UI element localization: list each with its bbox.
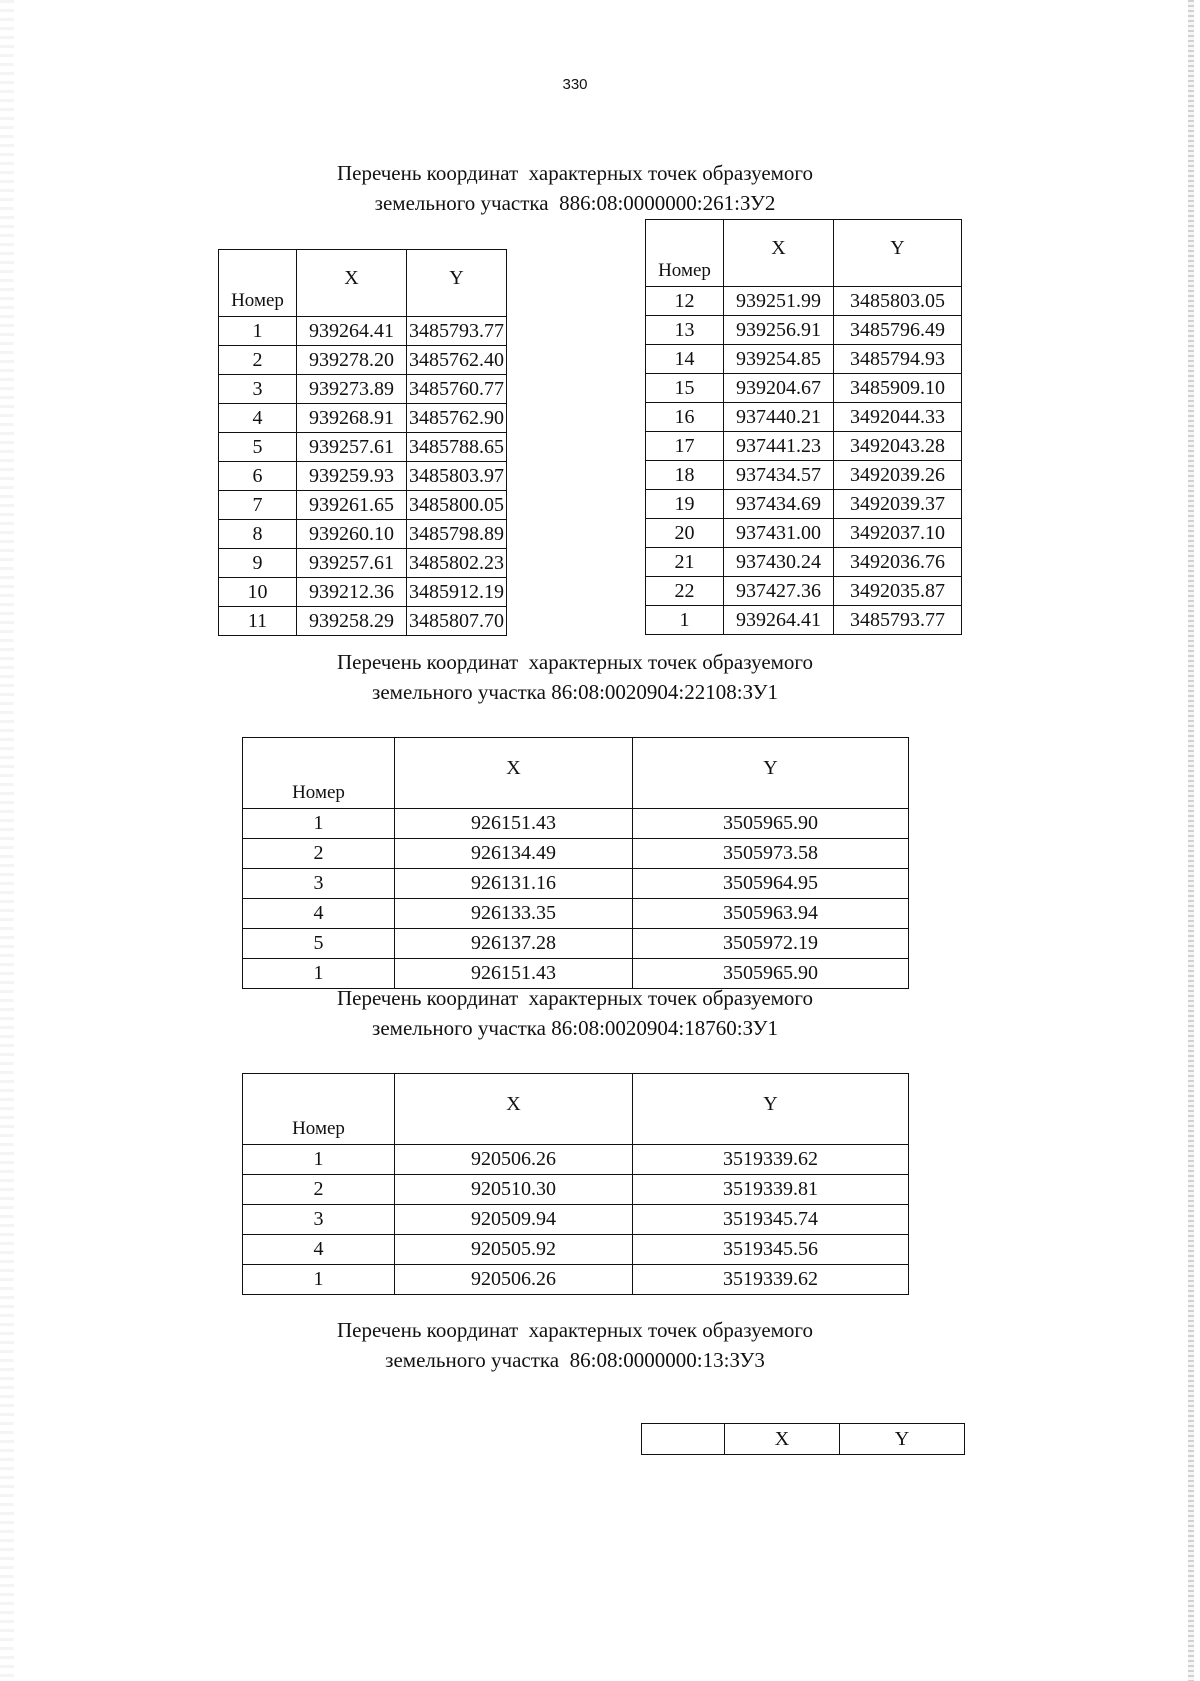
cell-number: 14 bbox=[646, 345, 724, 374]
coordinates-table-18760-zu1 bbox=[242, 1073, 909, 1295]
cell-number: 1 bbox=[646, 606, 724, 635]
table-row bbox=[243, 1205, 909, 1235]
cell-y: 3485803.05 bbox=[834, 287, 962, 316]
cell-x: 920510.30 bbox=[395, 1175, 633, 1205]
column-header-number bbox=[642, 1424, 725, 1455]
column-header-x: X bbox=[297, 250, 407, 317]
cell-number: 5 bbox=[243, 929, 395, 959]
table-row bbox=[219, 549, 507, 578]
cell-number: 10 bbox=[219, 578, 297, 607]
cell-y: 3485762.40 bbox=[407, 346, 507, 375]
cell-x: 939260.10 bbox=[297, 520, 407, 549]
cell-x: 939264.41 bbox=[724, 606, 834, 635]
cell-number: 5 bbox=[219, 433, 297, 462]
cell-y: 3492039.37 bbox=[834, 490, 962, 519]
heading-line: земельного участка 86:08:0020904:18760:ЗУ1 bbox=[372, 1016, 778, 1040]
page-number: 330 bbox=[562, 76, 588, 93]
cell-number: 4 bbox=[243, 899, 395, 929]
cell-number: 1 bbox=[243, 1265, 395, 1295]
cell-y: 3492039.26 bbox=[834, 461, 962, 490]
table-row bbox=[646, 432, 962, 461]
table-row bbox=[243, 899, 909, 929]
cell-y: 3505973.58 bbox=[633, 839, 909, 869]
column-header-number: Номер bbox=[219, 250, 297, 317]
cell-y: 3485909.10 bbox=[834, 374, 962, 403]
heading-line: земельного участка 86:08:0000000:13:ЗУ3 bbox=[385, 1348, 765, 1372]
table-row bbox=[219, 433, 507, 462]
section-3-heading bbox=[0, 983, 1150, 1043]
table-row bbox=[219, 404, 507, 433]
cell-x: 926151.43 bbox=[395, 809, 633, 839]
section-1-heading bbox=[0, 158, 1150, 218]
cell-y: 3505965.90 bbox=[633, 809, 909, 839]
section-4-heading bbox=[0, 1315, 1150, 1375]
cell-number: 13 bbox=[646, 316, 724, 345]
cell-y: 3485802.23 bbox=[407, 549, 507, 578]
cell-number: 1 bbox=[243, 1145, 395, 1175]
cell-y: 3485803.97 bbox=[407, 462, 507, 491]
table-row bbox=[243, 1175, 909, 1205]
coordinates-table-22108-zu1 bbox=[242, 737, 909, 989]
cell-x: 937430.24 bbox=[724, 548, 834, 577]
cell-number: 9 bbox=[219, 549, 297, 578]
table-row bbox=[646, 287, 962, 316]
cell-y: 3519339.62 bbox=[633, 1265, 909, 1295]
cell-x: 939261.65 bbox=[297, 491, 407, 520]
cell-y: 3485807.70 bbox=[407, 607, 507, 636]
cell-number: 4 bbox=[219, 404, 297, 433]
table-row bbox=[219, 607, 507, 636]
table-row bbox=[219, 491, 507, 520]
table-row bbox=[646, 577, 962, 606]
cell-number: 7 bbox=[219, 491, 297, 520]
column-header-y: Y bbox=[633, 1074, 909, 1145]
section-2-heading bbox=[0, 647, 1150, 707]
column-header-y: Y bbox=[407, 250, 507, 317]
table-row bbox=[646, 548, 962, 577]
cell-number: 2 bbox=[219, 346, 297, 375]
coordinates-table-zu2-left bbox=[218, 249, 507, 636]
cell-x: 920505.92 bbox=[395, 1235, 633, 1265]
cell-number: 21 bbox=[646, 548, 724, 577]
cell-number: 15 bbox=[646, 374, 724, 403]
table-row bbox=[243, 1145, 909, 1175]
column-header-y: Y bbox=[834, 220, 962, 287]
cell-y: 3485762.90 bbox=[407, 404, 507, 433]
table-row bbox=[243, 929, 909, 959]
cell-number: 1 bbox=[243, 959, 395, 989]
cell-y: 3485796.49 bbox=[834, 316, 962, 345]
cell-x: 939258.29 bbox=[297, 607, 407, 636]
table-row bbox=[243, 1265, 909, 1295]
cell-number: 8 bbox=[219, 520, 297, 549]
table-row bbox=[219, 462, 507, 491]
cell-number: 3 bbox=[243, 869, 395, 899]
table-row bbox=[646, 461, 962, 490]
coordinates-table-13-zu3-header bbox=[641, 1423, 965, 1455]
cell-y: 3485788.65 bbox=[407, 433, 507, 462]
table-row bbox=[646, 403, 962, 432]
cell-number: 12 bbox=[646, 287, 724, 316]
cell-number: 18 bbox=[646, 461, 724, 490]
cell-y: 3485793.77 bbox=[834, 606, 962, 635]
cell-number: 6 bbox=[219, 462, 297, 491]
cell-x: 937427.36 bbox=[724, 577, 834, 606]
heading-line: Перечень координат характерных точек образуемого bbox=[336, 1318, 814, 1342]
table-row bbox=[243, 1235, 909, 1265]
scan-edge-left bbox=[0, 0, 14, 1681]
cell-x: 939259.93 bbox=[297, 462, 407, 491]
cell-number: 22 bbox=[646, 577, 724, 606]
heading-line: земельного участка 86:08:0020904:22108:ЗУ1 bbox=[372, 680, 778, 704]
table-row bbox=[243, 869, 909, 899]
cell-number: 4 bbox=[243, 1235, 395, 1265]
cell-number: 1 bbox=[243, 809, 395, 839]
cell-x: 926137.28 bbox=[395, 929, 633, 959]
table-row bbox=[243, 809, 909, 839]
cell-number: 3 bbox=[219, 375, 297, 404]
cell-number: 19 bbox=[646, 490, 724, 519]
cell-x: 939212.36 bbox=[297, 578, 407, 607]
table-row bbox=[219, 317, 507, 346]
column-header-x: X bbox=[395, 738, 633, 809]
column-header-x: X bbox=[395, 1074, 633, 1145]
cell-y: 3485798.89 bbox=[407, 520, 507, 549]
cell-y: 3485912.19 bbox=[407, 578, 507, 607]
cell-y: 3519345.74 bbox=[633, 1205, 909, 1235]
cell-x: 939204.67 bbox=[724, 374, 834, 403]
cell-x: 937431.00 bbox=[724, 519, 834, 548]
cell-y: 3519345.56 bbox=[633, 1235, 909, 1265]
cell-y: 3505972.19 bbox=[633, 929, 909, 959]
cell-x: 939257.61 bbox=[297, 549, 407, 578]
cell-y: 3492036.76 bbox=[834, 548, 962, 577]
cell-x: 937434.57 bbox=[724, 461, 834, 490]
table-row bbox=[646, 490, 962, 519]
cell-number: 20 bbox=[646, 519, 724, 548]
cell-x: 920509.94 bbox=[395, 1205, 633, 1235]
cell-y: 3492043.28 bbox=[834, 432, 962, 461]
cell-x: 926151.43 bbox=[395, 959, 633, 989]
cell-y: 3485800.05 bbox=[407, 491, 507, 520]
cell-x: 937441.23 bbox=[724, 432, 834, 461]
heading-line: Перечень координат характерных точек образуемого bbox=[336, 650, 814, 674]
cell-y: 3519339.81 bbox=[633, 1175, 909, 1205]
cell-x: 939254.85 bbox=[724, 345, 834, 374]
cell-x: 937434.69 bbox=[724, 490, 834, 519]
table-row bbox=[219, 375, 507, 404]
cell-number: 1 bbox=[219, 317, 297, 346]
cell-x: 926133.35 bbox=[395, 899, 633, 929]
table-row bbox=[219, 520, 507, 549]
cell-x: 939251.99 bbox=[724, 287, 834, 316]
cell-x: 926134.49 bbox=[395, 839, 633, 869]
cell-y: 3485760.77 bbox=[407, 375, 507, 404]
heading-line: Перечень координат характерных точек образуемого bbox=[336, 161, 814, 185]
column-header-y: Y bbox=[840, 1424, 965, 1455]
table-row bbox=[646, 519, 962, 548]
heading-line: Перечень координат характерных точек образуемого bbox=[336, 986, 814, 1010]
cell-y: 3519339.62 bbox=[633, 1145, 909, 1175]
table-row bbox=[219, 346, 507, 375]
coordinates-table-zu2-right bbox=[645, 219, 962, 635]
column-header-number: Номер bbox=[243, 738, 395, 809]
cell-number: 3 bbox=[243, 1205, 395, 1235]
table-row bbox=[646, 345, 962, 374]
cell-number: 2 bbox=[243, 1175, 395, 1205]
cell-number: 16 bbox=[646, 403, 724, 432]
cell-y: 3505965.90 bbox=[633, 959, 909, 989]
cell-y: 3505964.95 bbox=[633, 869, 909, 899]
column-header-number: Номер bbox=[646, 220, 724, 287]
column-header-x: X bbox=[725, 1424, 840, 1455]
cell-y: 3492037.10 bbox=[834, 519, 962, 548]
cell-y: 3485794.93 bbox=[834, 345, 962, 374]
column-header-number: Номер bbox=[243, 1074, 395, 1145]
cell-x: 939257.61 bbox=[297, 433, 407, 462]
cell-number: 2 bbox=[243, 839, 395, 869]
cell-y: 3505963.94 bbox=[633, 899, 909, 929]
cell-y: 3492035.87 bbox=[834, 577, 962, 606]
cell-x: 939278.20 bbox=[297, 346, 407, 375]
scan-edge-right bbox=[1188, 0, 1194, 1681]
cell-y: 3485793.77 bbox=[407, 317, 507, 346]
cell-x: 939268.91 bbox=[297, 404, 407, 433]
cell-x: 937440.21 bbox=[724, 403, 834, 432]
column-header-x: X bbox=[724, 220, 834, 287]
column-header-y: Y bbox=[633, 738, 909, 809]
cell-x: 939256.91 bbox=[724, 316, 834, 345]
table-row bbox=[219, 578, 507, 607]
cell-x: 939264.41 bbox=[297, 317, 407, 346]
table-row bbox=[646, 316, 962, 345]
table-row bbox=[243, 839, 909, 869]
cell-y: 3492044.33 bbox=[834, 403, 962, 432]
table-row bbox=[646, 374, 962, 403]
cell-x: 920506.26 bbox=[395, 1145, 633, 1175]
cell-x: 926131.16 bbox=[395, 869, 633, 899]
heading-line: земельного участка 886:08:0000000:261:ЗУ2 bbox=[374, 191, 776, 215]
cell-number: 11 bbox=[219, 607, 297, 636]
cell-x: 939273.89 bbox=[297, 375, 407, 404]
cell-x: 920506.26 bbox=[395, 1265, 633, 1295]
table-row bbox=[646, 606, 962, 635]
cell-number: 17 bbox=[646, 432, 724, 461]
